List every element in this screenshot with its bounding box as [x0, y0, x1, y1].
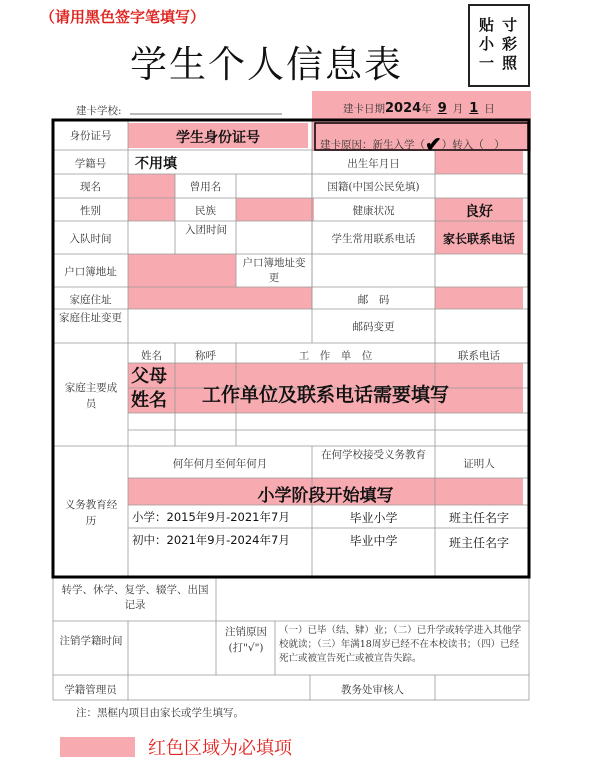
edu-row-primary-period: 小学：2015年9月-2021年7月	[132, 510, 290, 524]
family-col-phone: 联系电话	[458, 350, 500, 362]
family-col-name: 姓名	[141, 350, 162, 362]
edu-col-school: 在何学校接受义务教育	[321, 449, 426, 461]
day-unit: 日	[484, 103, 495, 115]
family-col-relation: 称呼	[195, 350, 216, 362]
reason	[320, 129, 505, 156]
edu-row-middle-witness: 班主任名字	[448, 536, 509, 550]
id-label: 身份证号	[69, 130, 112, 142]
build-date	[343, 101, 495, 116]
pen-note: （请用黑色签字笔填写）	[40, 8, 206, 26]
home-change-label: 家庭住址变更	[59, 312, 122, 324]
date-day: 1	[469, 101, 479, 116]
date-label: 建卡日期	[343, 103, 385, 115]
home-label: 家庭住址	[69, 294, 112, 306]
family-hint-work: 工作单位及联系电话需要填写	[202, 384, 450, 406]
student-no-label: 学籍号	[74, 158, 107, 170]
manager-label: 学籍管理员	[64, 684, 117, 696]
edu-col-period: 何年何月至何年何月	[172, 458, 268, 470]
family-col-work: 工 作 单 位	[298, 350, 373, 362]
transfer-label: 转学、休学、复学、辍学、出国记录	[61, 584, 209, 611]
photo-char: 寸	[502, 16, 518, 34]
reason-transfer: ）转入（ ）	[441, 139, 505, 151]
cancel-reasons: （一）已毕（结、肄）业；（二）已升学或转学进入其他学校就读；（三）年满18周岁已经不在本校读书；（四）已经死亡或被宣告死亡或被宣告失踪。	[279, 625, 522, 664]
legend-swatch	[60, 737, 135, 757]
family-label: 家庭主要成员	[64, 382, 118, 410]
photo-char: 彩	[502, 35, 518, 53]
birth-label: 出生年月日	[347, 158, 400, 170]
phone-hint: 家长联系电话	[442, 232, 515, 246]
edu-row-primary-witness: 班主任名字	[448, 511, 509, 525]
photo-char: 小	[479, 35, 495, 53]
photo-char: 贴	[479, 16, 495, 34]
family-hint-name: 父母姓名	[131, 366, 167, 411]
id-hint: 学生身份证号	[176, 130, 260, 146]
name-label: 现名	[80, 181, 101, 193]
hukou-label: 户口簿地址	[64, 266, 117, 278]
phone-label: 学生常用联系电话	[331, 233, 416, 245]
check-icon: ✔	[425, 132, 442, 156]
former-name-label: 曾用名	[189, 181, 222, 193]
year-unit: 年	[421, 103, 432, 115]
student-no-hint: 不用填	[135, 156, 177, 172]
month-unit: 月	[452, 103, 464, 115]
date-month: 9	[437, 101, 447, 116]
school-label: 建卡学校:	[76, 105, 122, 117]
date-year: 2024	[385, 101, 422, 116]
postcode-label: 邮 码	[357, 294, 390, 306]
team-label: 入队时间	[69, 233, 112, 245]
postcode-change-label: 邮码变更	[352, 321, 395, 333]
cancel-reason-label: 注销原因(打"√")	[225, 626, 267, 654]
league-label: 入团时间	[185, 224, 227, 236]
page-title: 学生个人信息表	[130, 43, 403, 86]
edu-row-middle-period: 初中：2021年9月-2024年7月	[132, 533, 290, 547]
nationality-label: 国籍(中国公民免填)	[327, 181, 420, 193]
edu-label: 义务教育经历	[64, 499, 118, 527]
edu-col-witness: 证明人	[463, 458, 495, 470]
edu-row-middle-school: 毕业中学	[349, 534, 398, 548]
hukou-change-label: 户口簿地址变更	[242, 257, 306, 284]
reviewer-label: 教务处审核人	[341, 684, 404, 696]
gender-label: 性别	[80, 205, 101, 217]
ethnic-label: 民族	[195, 205, 216, 217]
photo-char: 一	[479, 54, 495, 72]
health-label: 健康状况	[352, 205, 395, 217]
legend-text: 红色区域为必填项	[148, 738, 292, 759]
cancel-label: 注销学籍时间	[59, 635, 123, 647]
photo-char: 照	[502, 54, 518, 72]
edu-hint: 小学阶段开始填写	[257, 486, 394, 506]
reason-label: 建卡原因：新生入学（	[320, 139, 425, 151]
footer-note: 注：黑框内项目由家长或学生填写。	[76, 707, 244, 719]
edu-row-primary-school: 毕业小学	[349, 511, 398, 525]
health-value: 良好	[465, 204, 493, 220]
